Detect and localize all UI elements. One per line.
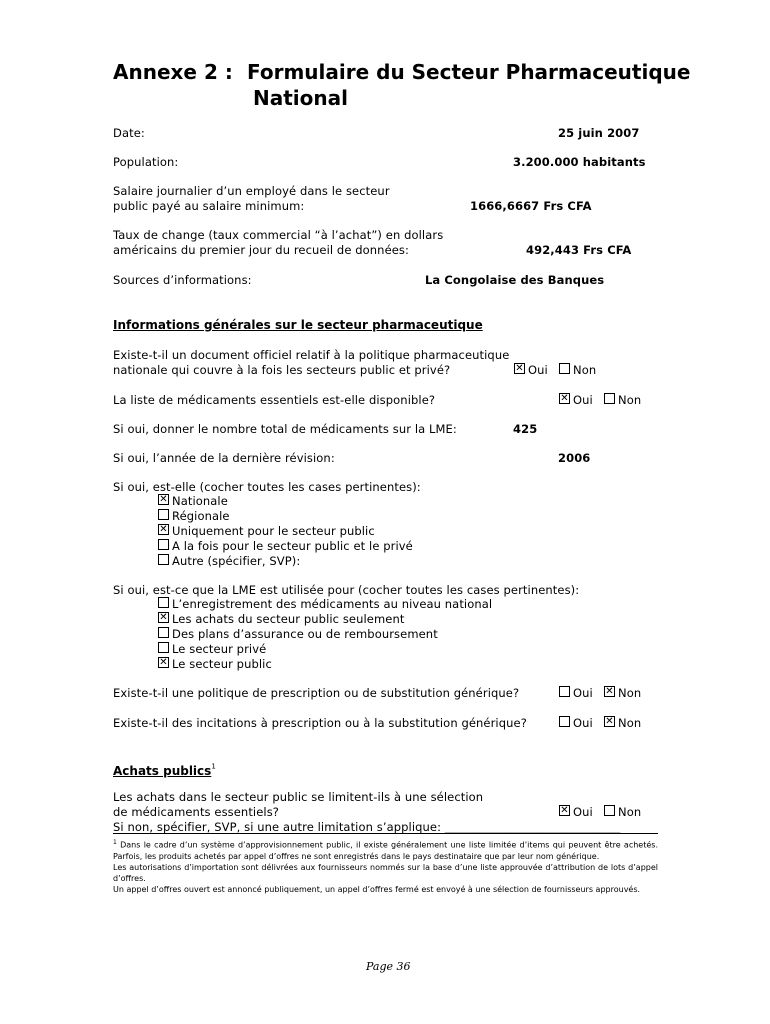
salary-label: Salaire journalier d’un employé dans le secteur <box>113 184 390 198</box>
lme-count-value: 425 <box>513 422 538 436</box>
footnote-number: 1 <box>113 839 117 846</box>
q8-yes-label: Oui <box>573 716 593 730</box>
usage-private-sector-checkbox[interactable] <box>158 642 169 653</box>
q7-no-label: Non <box>618 686 642 700</box>
list-type-option: Nationale <box>172 494 228 508</box>
question-revision-year: Si oui, l’année de la dernière révision: <box>113 451 335 465</box>
footnote <box>113 837 658 895</box>
q1-yes-checkbox[interactable]: ✕ <box>515 363 524 374</box>
list-type-regionale-checkbox[interactable] <box>158 509 169 520</box>
q2-no-checkbox[interactable] <box>604 393 615 404</box>
list-type-nationale-checkbox[interactable]: ✕ <box>159 494 168 505</box>
usage-option: Le secteur privé <box>172 642 267 656</box>
population-value: 3.200.000 habitants <box>513 155 646 169</box>
footnote-ref: 1 <box>211 762 216 771</box>
q2-yes-label: Oui <box>573 393 593 407</box>
sources-value: La Congolaise des Banques <box>425 273 605 287</box>
date-label: Date: <box>113 126 145 140</box>
list-type-option: Régionale <box>172 509 230 523</box>
usage-option: L’enregistrement des médicaments au niveau national <box>172 597 493 611</box>
q7-yes-label: Oui <box>573 686 593 700</box>
usage-insurance-checkbox[interactable] <box>158 627 169 638</box>
q7-no-checkbox[interactable]: ✕ <box>605 686 614 697</box>
revision-year-value: 2006 <box>558 451 591 465</box>
other-limitation-field[interactable]: Si non, spécifier, SVP, si une autre limitation s’applique: ______________________________ <box>113 820 621 834</box>
list-type-option: A la fois pour le secteur public et le privé <box>172 539 413 553</box>
section-title-public-purchases: Achats publics <box>113 764 212 778</box>
list-type-option: Uniquement pour le secteur public <box>172 524 375 538</box>
q1-yes-label: Oui <box>528 363 548 377</box>
q1-no-label: Non <box>573 363 597 377</box>
question-lme-usage: Si oui, est-ce que la LME est utilisée pour (cocher toutes les cases pertinentes): <box>113 583 580 597</box>
s2-yes-checkbox[interactable]: ✕ <box>560 805 569 816</box>
list-type-public-only-checkbox[interactable]: ✕ <box>159 524 168 535</box>
sources-label: Sources d’informations: <box>113 273 252 287</box>
s2-yes-label: Oui <box>573 805 593 819</box>
question-list-type: Si oui, est-elle (cocher toutes les cases pertinentes): <box>113 480 421 494</box>
footnote-text-1: Dans le cadre d’un système d’approvisionnement public, il existe généralement une liste limitée d’items qui peuvent être achetés. Parfois, les produits achetés par appel d’offres ne sont enregistrés dans le pays destinataire que par leur nom générique. <box>113 840 658 861</box>
date-value: 25 juin 2007 <box>558 126 640 140</box>
usage-option: Le secteur public <box>172 657 272 671</box>
salary-label-2: public payé au salaire minimum: <box>113 199 305 213</box>
usage-registration-checkbox[interactable] <box>158 597 169 608</box>
q2-no-label: Non <box>618 393 642 407</box>
section-title-public-purchases-wrap <box>113 760 216 779</box>
usage-option: Les achats du secteur public seulement <box>172 612 405 626</box>
usage-public-purchases-checkbox[interactable]: ✕ <box>159 612 168 623</box>
q7-yes-checkbox[interactable] <box>559 686 570 697</box>
exchange-label-2: américains du premier jour du recueil de données: <box>113 243 409 257</box>
list-type-option: Autre (spécifier, SVP): <box>172 554 301 568</box>
question-generic-incentives: Existe-t-il des incitations à prescription ou à la substitution générique? <box>113 716 527 730</box>
question-essential-selection: Les achats dans le secteur public se limitent-ils à une sélection <box>113 790 484 804</box>
annex-label: Annexe 2 : <box>113 60 233 84</box>
list-type-other-checkbox[interactable] <box>158 554 169 565</box>
question-essential-selection-line2: de médicaments essentiels? <box>113 805 279 819</box>
question-policy-doc-line2: nationale qui couvre à la fois les secteurs public et privé? <box>113 363 451 377</box>
salary-value: 1666,6667 Frs CFA <box>470 199 592 213</box>
page-number: Page 36 <box>366 960 411 973</box>
question-policy-doc: Existe-t-il un document officiel relatif à la politique pharmaceutique <box>113 348 510 362</box>
q8-no-checkbox[interactable]: ✕ <box>605 716 614 727</box>
question-essential-list: La liste de médicaments essentiels est-elle disponible? <box>113 393 436 407</box>
page-title: Formulaire du Secteur Pharmaceutique <box>247 60 691 84</box>
page-title-line2: National <box>253 86 348 110</box>
footnote-p3: Un appel d’offres ouvert est annoncé publiquement, un appel d’offres fermé est envoyé à une sélection de fournisseurs approuvés. <box>113 884 641 894</box>
list-type-both-checkbox[interactable] <box>158 539 169 550</box>
exchange-label: Taux de change (taux commercial “à l’achat”) en dollars <box>113 228 444 242</box>
usage-option: Des plans d’assurance ou de remboursement <box>172 627 438 641</box>
exchange-value: 492,443 Frs CFA <box>526 243 632 257</box>
population-label: Population: <box>113 155 179 169</box>
q1-no-checkbox[interactable] <box>559 363 570 374</box>
q8-yes-checkbox[interactable] <box>559 716 570 727</box>
footnote-divider <box>113 833 658 834</box>
s2-no-label: Non <box>618 805 642 819</box>
footnote-p1 <box>113 837 658 862</box>
section-title-general: Informations générales sur le secteur pharmaceutique <box>113 318 483 332</box>
question-generic-policy: Existe-t-il une politique de prescription ou de substitution générique? <box>113 686 520 700</box>
q2-yes-checkbox[interactable]: ✕ <box>560 393 569 404</box>
question-lme-count: Si oui, donner le nombre total de médicaments sur la LME: <box>113 422 457 436</box>
q8-no-label: Non <box>618 716 642 730</box>
footnote-p2: Les autorisations d’importation sont délivrées aux fournisseurs nommés sur la base d’une liste approuvée d’attribution de lots d’appel d’offres. <box>113 862 658 883</box>
usage-public-sector-checkbox[interactable]: ✕ <box>159 657 168 668</box>
s2-no-checkbox[interactable] <box>604 805 615 816</box>
